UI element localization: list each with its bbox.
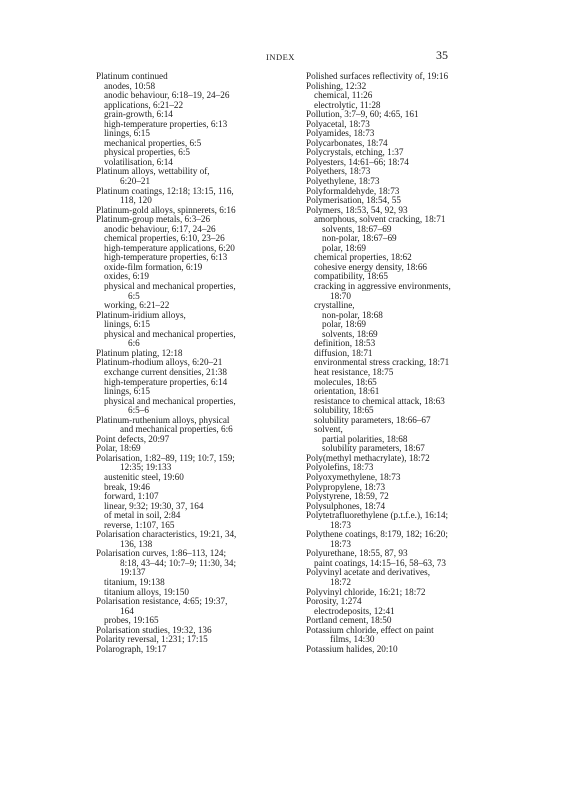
index-entry: resistance to chemical attack, 18:63 <box>314 395 445 406</box>
index-entry: linings, 6:15 <box>104 319 150 330</box>
index-entry: 6:6 <box>128 338 140 349</box>
index-entry: Polarograph, 19:17 <box>96 643 167 654</box>
index-entry: 19:137 <box>120 567 146 578</box>
index-entry: high-temperature properties, 6:14 <box>104 376 228 387</box>
index-entry: oxides, 6:19 <box>104 271 149 282</box>
index-entry: Platinum-ruthenium alloys, physical <box>96 414 230 425</box>
index-entry: Polythene coatings, 8:179, 182; 16:20; <box>306 529 448 540</box>
index-entry: Polymerisation, 18:54, 55 <box>306 195 401 206</box>
index-entry: electrolytic, 11:28 <box>314 99 381 110</box>
index-entry: Platinum-gold alloys, spinnerets, 6:16 <box>96 204 236 215</box>
index-entry: partial polarities, 18:68 <box>322 433 408 444</box>
index-entry: Polyacetal, 18:73 <box>306 118 370 129</box>
index-entry: Polyvinyl chloride, 16:21; 18:72 <box>306 586 426 597</box>
index-entry: 18:73 <box>330 538 351 549</box>
index-entry: Potassium chloride, effect on paint <box>306 624 434 635</box>
index-entry: linear, 9:32; 19:30, 37, 164 <box>104 500 204 511</box>
index-entry: Polystyrene, 18:59, 72 <box>306 491 389 502</box>
index-entry: amorphous, solvent cracking, 18:71 <box>314 214 446 225</box>
index-entry: 8:18, 43–44; 10:7–9; 11:30, 34; <box>120 557 237 568</box>
index-entry: reverse, 1:107, 165 <box>104 519 175 530</box>
index-entry: anodes, 10:58 <box>104 80 156 91</box>
right-column <box>306 72 474 654</box>
index-entry: solvent, <box>314 424 343 435</box>
index-entry: Polyurethane, 18:55, 87, 93 <box>306 548 408 559</box>
index-entry: Poly(methyl methacrylate), 18:72 <box>306 452 430 463</box>
index-entry: Platinum continued <box>96 71 168 81</box>
index-entry: oxide-film formation, 6:19 <box>104 261 203 272</box>
index-entry: Polymers, 18:53, 54, 92, 93 <box>306 204 408 215</box>
index-entry: paint coatings, 14:15–16, 58–63, 73 <box>314 557 446 568</box>
index-entry: chemical properties, 18:62 <box>314 252 412 263</box>
index-entry: austenitic steel, 19:60 <box>104 471 184 482</box>
index-entry: 18:70 <box>330 290 351 301</box>
index-entry: Portland cement, 18:50 <box>306 615 392 626</box>
index-entry: high-temperature properties, 6:13 <box>104 118 228 129</box>
index-entry: heat resistance, 18:75 <box>314 366 394 377</box>
index-entry: anodic behaviour, 6:18–19, 24–26 <box>104 90 230 101</box>
index-entry: Polycrystals, etching, 1:37 <box>306 147 404 158</box>
index-entry: physical and mechanical properties, <box>104 281 236 292</box>
index-entry: physical and mechanical properties, <box>104 395 236 406</box>
index-entry: Platinum alloys, wettability of, <box>96 166 210 177</box>
index-entry: Polishing, 12:32 <box>306 80 367 91</box>
index-entry: Polarisation curves, 1:86–113, 124; <box>96 548 227 559</box>
index-entry: Platinum-group metals, 6:3–26 <box>96 214 211 225</box>
index-entry: physical properties, 6:5 <box>104 147 190 158</box>
index-entry: compatibility, 18:65 <box>314 271 388 282</box>
index-entry: 12:35; 19:133 <box>120 462 172 473</box>
index-entry: solvents, 18:67–69 <box>322 223 392 234</box>
index-entry: definition, 18:53 <box>314 338 376 349</box>
index-entry: exchange current densities, 21:38 <box>104 366 227 377</box>
index-entry: non-polar, 18:68 <box>322 309 383 320</box>
index-entry: Polyformaldehyde, 18:73 <box>306 185 400 196</box>
index-entry: 164 <box>120 605 134 616</box>
index-entry: volatilisation, 6:14 <box>104 156 173 167</box>
index-entry: Polyoxymethylene, 18:73 <box>306 471 401 482</box>
index-entry: Platinum coatings, 12:18; 13:15, 116, <box>96 185 234 196</box>
index-entry: chemical, 11:26 <box>314 90 373 101</box>
index-entry: Polyamides, 18:73 <box>306 128 375 139</box>
index-entry: Polarisation studies, 19:32, 136 <box>96 624 212 635</box>
index-entry: Potassium halides, 20:10 <box>306 643 398 654</box>
index-entry: Polarisation resistance, 4:65; 19:37, <box>96 596 228 607</box>
index-entry: films, 14:30 <box>330 634 375 645</box>
index-entry: Polysulphones, 18:74 <box>306 500 386 511</box>
index-entry: Platinum-rhodium alloys, 6:20–21 <box>96 357 223 368</box>
index-entry: polar, 18:69 <box>322 319 367 330</box>
index-entry: non-polar, 18:67–69 <box>322 233 397 244</box>
index-entry: Polyolefins, 18:73 <box>306 462 374 473</box>
index-entry: titanium alloys, 19:150 <box>104 586 189 597</box>
index-entry: Polyethylene, 18:73 <box>306 176 380 187</box>
index-entry: Polarisation characteristics, 19:21, 34, <box>96 529 237 540</box>
index-entry: Polytetrafluorethylene (p.t.f.e.), 16:14; <box>306 510 449 521</box>
index-entry: titanium, 19:138 <box>104 576 165 587</box>
index-entry: and mechanical properties, 6:6 <box>120 424 233 435</box>
index-entry: break, 19:46 <box>104 481 150 492</box>
index-entry: Polyethers, 18:73 <box>306 166 371 177</box>
index-entry: Polyvinyl acetate and derivatives, <box>306 567 430 578</box>
index-entry: polar, 18:69 <box>322 242 367 253</box>
index-entry: working, 6:21–22 <box>104 300 170 311</box>
index-entry: Polar, 18:69 <box>96 443 141 454</box>
index-entry: of metal in soil, 2:84 <box>104 510 181 521</box>
index-entry: applications, 6:21–22 <box>104 99 184 110</box>
index-entry: solvents, 18:69 <box>322 328 378 339</box>
index-entry: 18:72 <box>330 576 351 587</box>
index-entry: chemical properties, 6:10, 23–26 <box>104 233 225 244</box>
index-entry: 6:20–21 <box>120 176 151 187</box>
index-entry: Polarity reversal, 1:231; 17:15 <box>96 634 208 645</box>
index-entry: 118, 120 <box>120 195 152 206</box>
index-entry: solubility, 18:65 <box>314 405 374 416</box>
index-entry: diffusion, 18:71 <box>314 347 373 358</box>
index-entry: forward, 1:107 <box>104 491 159 502</box>
index-entry: Platinum plating, 12:18 <box>96 347 183 358</box>
index-entry: Polyesters, 14:61–66; 18:74 <box>306 156 409 167</box>
index-entry: Platinum-iridium alloys, <box>96 309 186 320</box>
index-entry: solubility parameters, 18:67 <box>322 443 425 454</box>
index-entry: Pollution, 3:7–9, 60; 4:65, 161 <box>306 109 419 120</box>
index-entry: Point defects, 20:97 <box>96 433 170 444</box>
index-entry: Polypropylene, 18:73 <box>306 481 386 492</box>
index-entry: molecules, 18:65 <box>314 376 377 387</box>
index-entry: 6:5–6 <box>128 405 149 416</box>
index-entry: 18:73 <box>330 519 351 530</box>
index-entry: linings, 6:15 <box>104 386 150 397</box>
index-entry: orientation, 18:61 <box>314 386 380 397</box>
page-number: 35 <box>436 48 448 62</box>
index-entry: physical and mechanical properties, <box>104 328 236 339</box>
index-entry: Polarisation, 1:82–89, 119; 10:7, 159; <box>96 452 235 463</box>
index-entry: crystalline, <box>314 300 355 311</box>
left-column <box>96 72 281 654</box>
index-entry: cohesive energy density, 18:66 <box>314 261 428 272</box>
index-entry: environmental stress cracking, 18:71 <box>314 357 450 368</box>
index-entry: anodic behaviour, 6:17, 24–26 <box>104 223 216 234</box>
index-entry: high-temperature applications, 6:20 <box>104 242 235 253</box>
index-entry: Polycarbonates, 18:74 <box>306 137 388 148</box>
index-entry: mechanical properties, 6:5 <box>104 137 202 148</box>
index-entry: 6:5 <box>128 290 140 301</box>
index-entry: grain-growth, 6:14 <box>104 109 173 120</box>
index-entry: Porosity, 1:274 <box>306 596 362 607</box>
index-entry: electrodeposits, 12:41 <box>314 605 395 616</box>
index-entry: cracking in aggressive environments, <box>314 281 451 292</box>
index-entry: Polished surfaces reflectivity of, 19:16 <box>306 71 449 81</box>
index-entry: high-temperature properties, 6:13 <box>104 252 228 263</box>
index-entry: solubility parameters, 18:66–67 <box>314 414 431 425</box>
index-entry: probes, 19:165 <box>104 615 159 626</box>
running-head: INDEX <box>266 52 295 62</box>
index-entry: 136, 138 <box>120 538 153 549</box>
index-entry: linings, 6:15 <box>104 128 150 139</box>
